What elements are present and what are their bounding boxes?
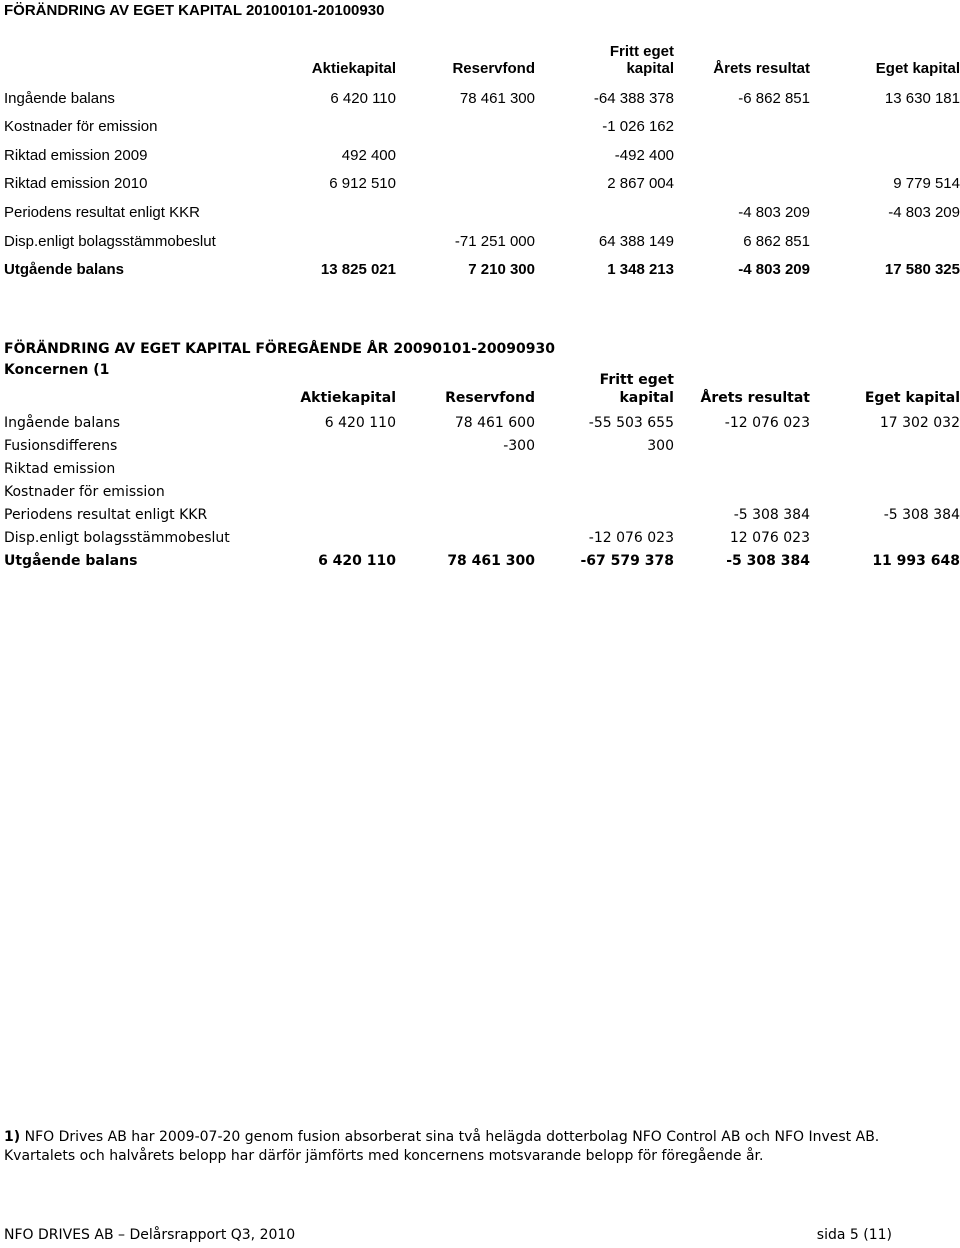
row-value: [396, 135, 535, 164]
column-header: [4, 40, 296, 78]
row-value: 17 302 032: [879, 415, 960, 431]
column-header: [4, 368, 296, 408]
total-row: [4, 250, 960, 279]
row-value: [396, 523, 535, 546]
column-header: Fritt eget kapital: [609, 43, 674, 77]
row-value: [810, 135, 960, 164]
row-label: Fusionsdifferens: [4, 438, 118, 454]
total-value: 78 461 300: [447, 553, 535, 569]
row-value: -12 076 023: [724, 415, 810, 431]
total-value: 7 210 300: [468, 261, 535, 279]
row-value: -4 803 209: [738, 203, 810, 221]
footer-page-number: sida 5 (11): [816, 1227, 892, 1243]
equity-table-2009: [4, 368, 960, 569]
table-row: [4, 431, 960, 454]
footnote-line2: Kvartalets och halvårets belopp har därför jämförts med koncernens motsvarande belopp för föregående år.: [4, 1148, 764, 1164]
row-value: 78 461 300: [459, 89, 535, 107]
row-value: [296, 107, 396, 136]
row-label: Riktad emission: [4, 461, 116, 477]
row-label: Ingående balans: [4, 415, 121, 431]
row-value: 12 076 023: [729, 530, 810, 546]
row-value: [396, 164, 535, 193]
total-value: 1 348 213: [607, 261, 674, 279]
footnote: [4, 1128, 879, 1166]
total-row: [4, 546, 960, 569]
row-value: -55 503 655: [588, 415, 674, 431]
row-value: -300: [503, 438, 535, 454]
column-header: Aktiekapital: [311, 60, 396, 77]
row-value: [810, 477, 960, 500]
row-value: [396, 500, 535, 523]
row-value: [296, 431, 396, 454]
column-header: Årets resultat: [713, 60, 810, 77]
table-row: [4, 500, 960, 523]
row-value: [296, 523, 396, 546]
row-value: [396, 107, 535, 136]
column-header: Årets resultat: [700, 390, 810, 406]
row-value: [810, 454, 960, 477]
total-label: Utgående balans: [4, 553, 138, 569]
total-value: -5 308 384: [726, 553, 810, 569]
table-row: [4, 107, 960, 136]
row-value: [810, 107, 960, 136]
row-label: Ingående balans: [4, 89, 115, 107]
table-row: [4, 523, 960, 546]
table-row: [4, 164, 960, 193]
column-header: Eget kapital: [864, 390, 960, 406]
section2-title: FÖRÄNDRING AV EGET KAPITAL FÖREGÅENDE ÅR 20090101-20090930: [4, 341, 556, 357]
table-header-row: [4, 368, 960, 408]
row-label: Disp.enligt bolagsstämmobeslut: [4, 530, 230, 546]
row-value: [535, 477, 674, 500]
row-value: 300: [647, 438, 674, 454]
table-row: [4, 221, 960, 250]
row-value: -1 026 162: [602, 118, 674, 136]
row-value: [296, 454, 396, 477]
total-value: 6 420 110: [318, 553, 396, 569]
row-value: [674, 107, 810, 136]
row-value: -492 400: [614, 146, 674, 164]
table-row: [4, 135, 960, 164]
row-value: 6 420 110: [324, 415, 396, 431]
row-value: -71 251 000: [454, 232, 535, 250]
table-row: [4, 477, 960, 500]
table-header-row: [4, 40, 960, 78]
row-value: [535, 500, 674, 523]
row-value: 6 420 110: [330, 89, 396, 107]
table-row: [4, 192, 960, 221]
equity-table-2010: [4, 40, 960, 278]
row-value: 64 388 149: [598, 232, 674, 250]
row-value: [535, 454, 674, 477]
row-label: Riktad emission 2010: [4, 175, 148, 193]
row-value: [674, 477, 810, 500]
row-value: 2 867 004: [607, 175, 674, 193]
row-value: [396, 192, 535, 221]
row-value: 6 862 851: [743, 232, 810, 250]
table-row: [4, 454, 960, 477]
footnote-marker: 1): [4, 1129, 21, 1145]
section2-subtitle: Koncernen (1: [4, 362, 110, 378]
row-value: -5 308 384: [883, 507, 960, 523]
row-value: -5 308 384: [733, 507, 810, 523]
row-label: Periodens resultat enligt KKR: [4, 507, 208, 523]
row-value: [535, 192, 674, 221]
column-header: Eget kapital: [875, 60, 960, 77]
row-value: [674, 431, 810, 454]
row-value: -12 076 023: [588, 530, 674, 546]
row-value: 9 779 514: [893, 175, 960, 193]
row-value: [810, 221, 960, 250]
row-label: Disp.enligt bolagsstämmobeslut: [4, 232, 216, 250]
row-value: [396, 477, 535, 500]
row-label: Periodens resultat enligt KKR: [4, 203, 200, 221]
row-label: Riktad emission 2009: [4, 146, 148, 164]
row-value: [674, 135, 810, 164]
total-value: -67 579 378: [580, 553, 674, 569]
row-value: [674, 164, 810, 193]
table-row: [4, 78, 960, 107]
row-value: 492 400: [341, 146, 396, 164]
footnote-line1: NFO Drives AB har 2009-07-20 genom fusion absorberat sina två helägda dotterbolag NFO Control AB och NFO Invest AB.: [24, 1129, 880, 1145]
total-value: 17 580 325: [884, 261, 960, 279]
row-label: Kostnader för emission: [4, 118, 158, 136]
row-value: [296, 500, 396, 523]
total-label: Utgående balans: [4, 261, 125, 279]
row-value: 78 461 600: [454, 415, 535, 431]
row-value: [810, 523, 960, 546]
total-value: -4 803 209: [738, 261, 810, 279]
row-value: [810, 431, 960, 454]
row-value: 6 912 510: [329, 175, 396, 193]
row-value: [296, 192, 396, 221]
row-value: -4 803 209: [888, 203, 960, 221]
row-label: Kostnader för emission: [4, 484, 165, 500]
column-header: Fritt eget kapital: [599, 372, 674, 406]
total-value: 13 825 021: [320, 261, 396, 279]
row-value: 13 630 181: [884, 89, 960, 107]
table-row: [4, 408, 960, 431]
row-value: [296, 477, 396, 500]
total-value: 11 993 648: [872, 553, 960, 569]
row-value: -64 388 378: [593, 89, 674, 107]
row-value: -6 862 851: [738, 89, 810, 107]
column-header: Aktiekapital: [300, 390, 396, 406]
section1-title: FÖRÄNDRING AV EGET KAPITAL 20100101-20100930: [4, 2, 385, 19]
row-value: [674, 454, 810, 477]
column-header: Reservfond: [452, 60, 535, 77]
column-header: Reservfond: [445, 390, 535, 406]
footer-company: NFO DRIVES AB – Delårsrapport Q3, 2010: [4, 1227, 296, 1243]
row-value: [396, 454, 535, 477]
row-value: [296, 221, 396, 250]
